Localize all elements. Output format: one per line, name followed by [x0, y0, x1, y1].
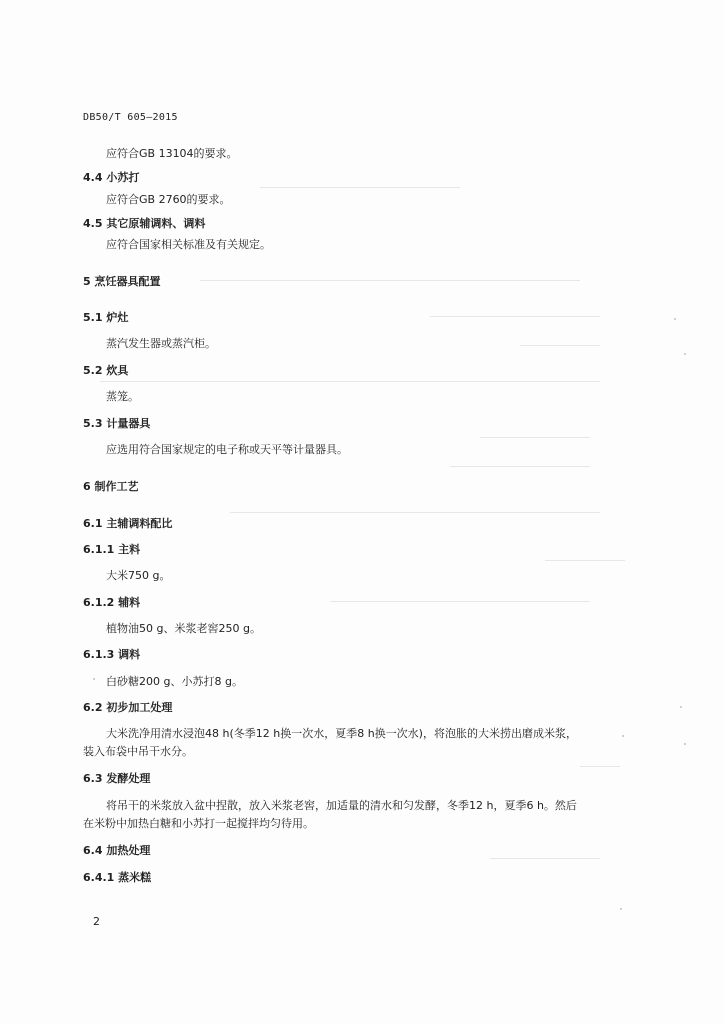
section-heading: 4.5 其它原辅调料、调料	[83, 217, 206, 230]
body-text: 将吊干的米浆放入盆中捏散，放入米浆老窖，加适量的清水和匀发酵，冬季12 h，夏季6 h。然后	[106, 799, 577, 812]
scan-noise	[100, 381, 600, 382]
scan-noise	[490, 858, 600, 859]
page-number: 2	[93, 915, 100, 928]
scan-speck	[684, 743, 686, 745]
body-text: 在米粉中加热白糖和小苏打一起搅拌均匀待用。	[83, 817, 314, 830]
section-heading: 5.2 炊具	[83, 364, 129, 377]
scan-noise	[260, 187, 460, 188]
subsection-heading: 6.1.2 辅料	[83, 596, 141, 609]
scan-speck	[684, 353, 686, 355]
scan-speck	[622, 735, 624, 737]
scan-speck	[93, 678, 95, 680]
body-text: 大米750 g。	[106, 569, 171, 582]
chapter-heading: 5 烹饪器具配置	[83, 275, 161, 288]
section-heading: 6.3 发酵处理	[83, 772, 151, 785]
body-text: 植物油50 g、米浆老窖250 g。	[106, 622, 261, 635]
scan-noise	[450, 466, 590, 467]
body-text: 蒸笼。	[106, 390, 139, 403]
section-heading: 6.2 初步加工处理	[83, 701, 173, 714]
scan-noise	[230, 512, 600, 513]
scan-noise	[480, 437, 590, 438]
scan-speck	[620, 908, 622, 910]
subsection-heading: 6.1.3 调料	[83, 648, 141, 661]
body-text: 应符合GB 13104的要求。	[106, 147, 238, 160]
chapter-heading: 6 制作工艺	[83, 480, 139, 493]
scan-speck	[680, 706, 682, 708]
document-code-header: DB50/T 605—2015	[83, 112, 178, 123]
section-heading: 5.1 炉灶	[83, 311, 129, 324]
body-text: 蒸汽发生器或蒸汽柜。	[106, 337, 216, 350]
body-text: 大米洗净用清水浸泡48 h(冬季12 h换一次水，夏季8 h换一次水)，将泡胀的大米捞出磨成米浆，	[106, 727, 577, 740]
scan-noise	[520, 345, 600, 346]
scan-noise	[430, 316, 600, 317]
scan-noise	[330, 601, 590, 602]
section-heading: 6.1 主辅调料配比	[83, 517, 173, 530]
scan-noise	[580, 766, 620, 767]
section-heading: 6.4 加热处理	[83, 844, 151, 857]
body-text: 应符合GB 2760的要求。	[106, 193, 231, 206]
body-text: 应选用符合国家规定的电子称或天平等计量器具。	[106, 443, 348, 456]
scan-speck	[674, 318, 676, 320]
subsection-heading: 6.1.1 主料	[83, 543, 141, 556]
subsection-heading: 6.4.1 蒸米糕	[83, 871, 152, 884]
body-text: 装入布袋中吊干水分。	[83, 745, 193, 758]
section-heading: 4.4 小苏打	[83, 171, 140, 184]
scan-noise	[200, 280, 580, 281]
scan-noise	[545, 560, 625, 561]
body-text: 白砂糖200 g、小苏打8 g。	[106, 675, 243, 688]
body-text: 应符合国家相关标准及有关规定。	[106, 238, 271, 251]
section-heading: 5.3 计量器具	[83, 417, 151, 430]
